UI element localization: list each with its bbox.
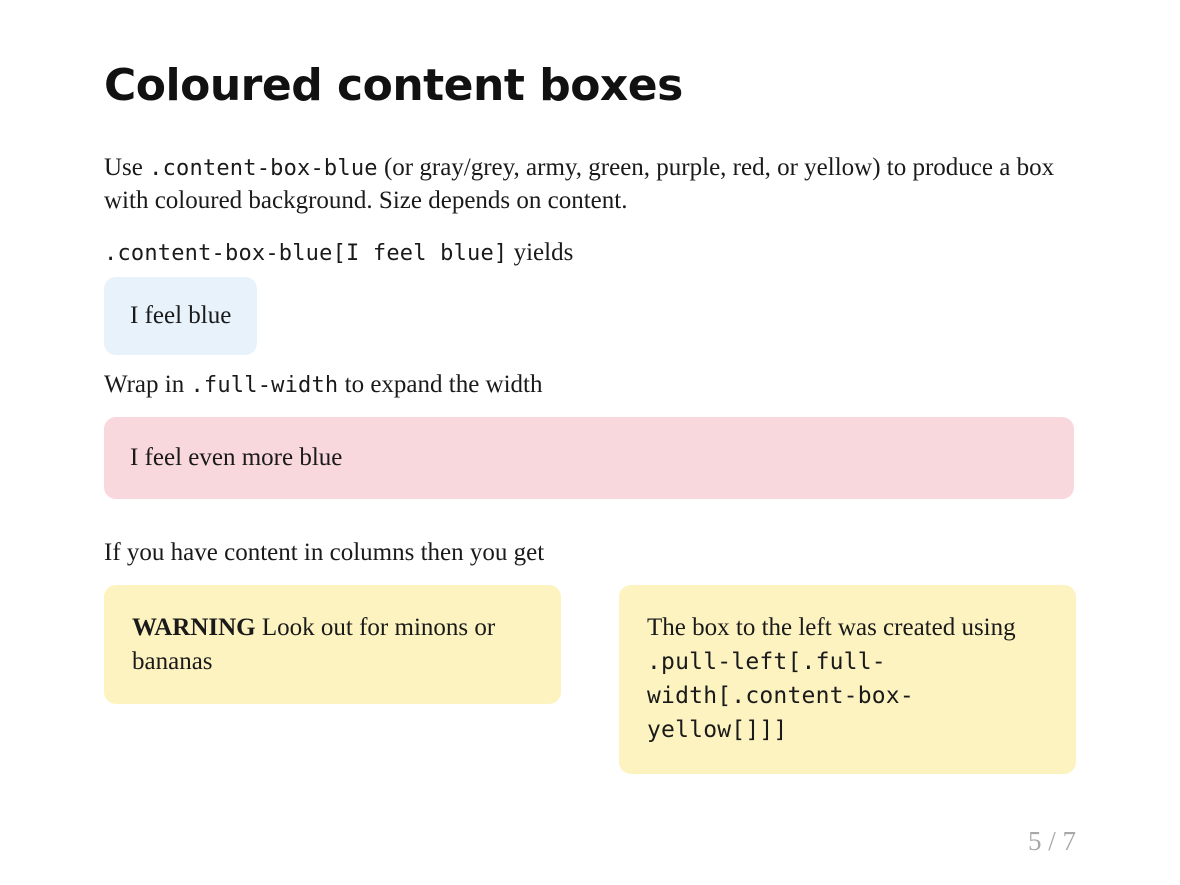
- columns-row: [104, 585, 1076, 774]
- wrap-prefix: Wrap in: [104, 371, 191, 399]
- content-box-yellow-left: [104, 585, 561, 705]
- columns-intro: If you have content in columns then you get: [104, 538, 545, 566]
- intro-code: .content-box-blue: [149, 156, 378, 182]
- wrap-suffix: to expand the width: [338, 371, 543, 399]
- intro-paragraph: [104, 152, 1076, 217]
- wrap-code: .full-width: [190, 373, 339, 399]
- intro-suffix: (or gray/grey, army, green, purple, red, or yellow) to produce a box with coloured background. Size depends on content.: [104, 154, 1055, 214]
- page-title: Coloured content boxes: [104, 60, 683, 111]
- content-box-full-width: I feel even more blue: [104, 417, 1074, 499]
- yields-suffix: yields: [507, 239, 574, 267]
- yields-line: [104, 239, 1076, 267]
- page-number: 5 / 7: [1027, 826, 1076, 856]
- content-box-yellow-right: [619, 585, 1076, 774]
- right-box-prefix: The box to the left was created using: [647, 613, 1016, 641]
- warning-text: Look out for minons or bananas: [132, 613, 496, 675]
- content-box-blue: I feel blue: [104, 277, 257, 355]
- wrap-line: [104, 371, 1076, 399]
- yields-code: .content-box-blue[I feel blue]: [104, 241, 508, 267]
- warning-label: WARNING: [132, 613, 256, 641]
- intro-prefix: Use: [104, 154, 150, 182]
- right-box-code: .pull-left[.full-width[.content-box-yellow[]]]: [647, 648, 914, 744]
